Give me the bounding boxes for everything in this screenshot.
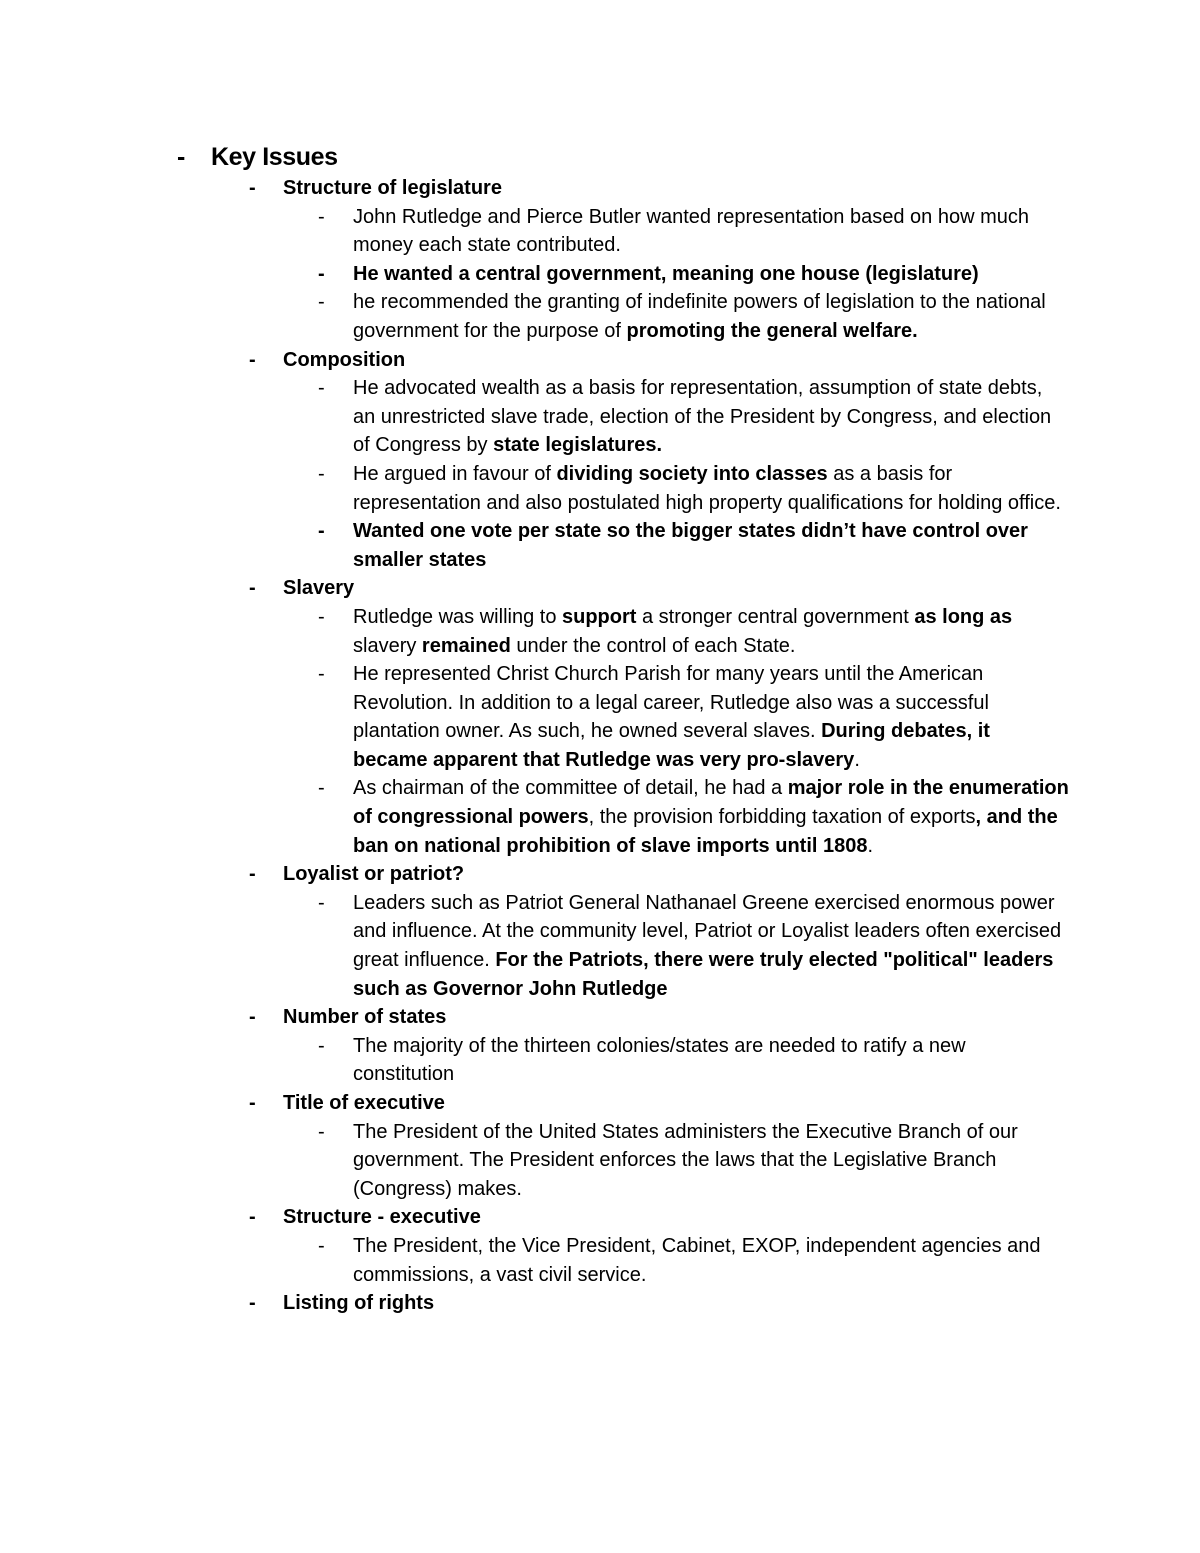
heading-text: Key Issues [211, 143, 338, 171]
bullet-dash: - [318, 891, 325, 914]
bullet-dash: - [318, 1234, 325, 1257]
heading-key-issues [0, 140, 1200, 174]
list-item [0, 1032, 1200, 1089]
bullet-dash: - [318, 462, 325, 485]
section-title: Structure - executive [283, 1206, 481, 1229]
body-text: he recommended the granting of indefinite powers of legislation to the national government for the purpose of [353, 291, 1046, 342]
bold-text: He wanted a central government, meaning one house (legislature) [353, 262, 979, 285]
bold-text: state legislatures. [493, 434, 663, 457]
body-text: slavery [353, 634, 422, 657]
body-text: He advocated wealth as a basis for representation, assumption of state debts, an unrestricted slave trade, election of the President by Congress, and election of Congress by [353, 377, 1052, 457]
body-text: under the control of each State. [510, 634, 796, 657]
bullet-dash: - [249, 177, 256, 199]
body-text: The President, the Vice President, Cabinet, EXOP, independent agencies and commissions, a vast civil service. [353, 1234, 1041, 1286]
bullet-dash: - [318, 777, 325, 800]
bullet-dash: - [318, 205, 325, 228]
list-item [0, 288, 1200, 345]
section-title: Title of executive [283, 1092, 445, 1114]
bold-text: dividing society into classes [556, 462, 828, 485]
body-text: As chairman of the committee of detail, he had a [353, 777, 788, 800]
section-title: Listing of rights [283, 1292, 435, 1315]
section-title: Number of states [283, 1006, 447, 1029]
body-text: . [867, 834, 874, 857]
section-heading [0, 860, 1200, 889]
list-item [0, 260, 1200, 289]
section-title: Slavery [283, 577, 355, 600]
body-text: He represented Christ Church Parish for many years until the American Revolution. In addition to a legal career, Rutledge also was a successful plantation owner. As such, he owned several slaves. [353, 663, 989, 743]
list-item [0, 517, 1200, 574]
body-text: as a basis for representation and also postulated high property qualifications for holding office. [353, 462, 1061, 514]
bullet-dash: - [249, 577, 256, 600]
list-item [0, 774, 1200, 860]
section-heading [0, 1289, 1200, 1318]
bold-text: promoting the general welfare. [626, 319, 918, 342]
bold-text: support [562, 605, 637, 628]
bullet-dash: - [249, 1292, 256, 1315]
list-item [0, 1232, 1200, 1289]
section-heading [0, 1203, 1200, 1232]
bullet-dash: - [318, 1034, 325, 1057]
body-text: Leaders such as Patriot General Nathanael Greene exercised enormous power and influence. At the community level, Patriot or Loyalist leaders often exercised great influence. [353, 891, 1062, 972]
bullet-dash: - [249, 1006, 256, 1029]
section-title: Structure of legislature [283, 177, 502, 199]
list-item [0, 374, 1200, 460]
section-heading [0, 346, 1200, 375]
body-text: . [854, 748, 860, 771]
bold-text: For the Patriots, there were truly elected "political" leaders such as Governor John Rutledge [353, 949, 1054, 1000]
section-title: Composition [283, 348, 406, 371]
bullet-dash: - [318, 520, 325, 543]
list-item [0, 1118, 1200, 1204]
body-text: Rutledge was willing to [353, 605, 562, 628]
list-item [0, 203, 1200, 260]
section-title: Loyalist or patriot? [283, 863, 465, 886]
section-heading [0, 174, 1200, 203]
bullet-dash: - [177, 143, 185, 171]
document-page [0, 140, 1200, 1318]
body-text: The President of the United States administers the Executive Branch of our government. The President enforces the laws that the Legislative Branch (Congress) makes. [353, 1120, 1018, 1200]
bullet-dash: - [318, 262, 325, 285]
body-text: He argued in favour of [353, 462, 557, 485]
section-heading [0, 1089, 1200, 1118]
bullet-dash: - [318, 605, 325, 628]
list-item [0, 460, 1200, 517]
body-text: , the provision forbidding taxation of exports [588, 806, 976, 829]
list-item [0, 889, 1200, 1003]
bullet-dash: - [318, 663, 325, 686]
bullet-dash: - [249, 1092, 256, 1114]
bullet-dash: - [249, 863, 256, 886]
list-item [0, 660, 1200, 774]
section-heading [0, 574, 1200, 603]
bullet-dash: - [249, 1206, 256, 1229]
bullet-dash: - [318, 377, 325, 400]
bold-text: Wanted one vote per state so the bigger states didn’t have control over smaller states [353, 520, 1028, 571]
bullet-dash: - [318, 291, 325, 314]
bold-text: major role in the enumeration of congressional powers [353, 777, 1069, 829]
bullet-dash: - [318, 1120, 325, 1143]
body-text: John Rutledge and Pierce Butler wanted representation based on how much money each state contributed. [353, 205, 1029, 257]
bullet-dash: - [249, 348, 256, 371]
body-text: a stronger central government [636, 605, 915, 628]
section-heading [0, 1003, 1200, 1032]
bold-text: , and the ban on national prohibition of slave imports until 1808 [353, 806, 1058, 857]
sections-list [0, 174, 1200, 1318]
bold-text: During debates, it became apparent that Rutledge was very pro-slavery [353, 720, 990, 771]
bold-text: as long as [914, 605, 1013, 628]
body-text: The majority of the thirteen colonies/states are needed to ratify a new constitution [353, 1034, 966, 1086]
bold-text: remained [421, 634, 511, 657]
list-item [0, 603, 1200, 660]
